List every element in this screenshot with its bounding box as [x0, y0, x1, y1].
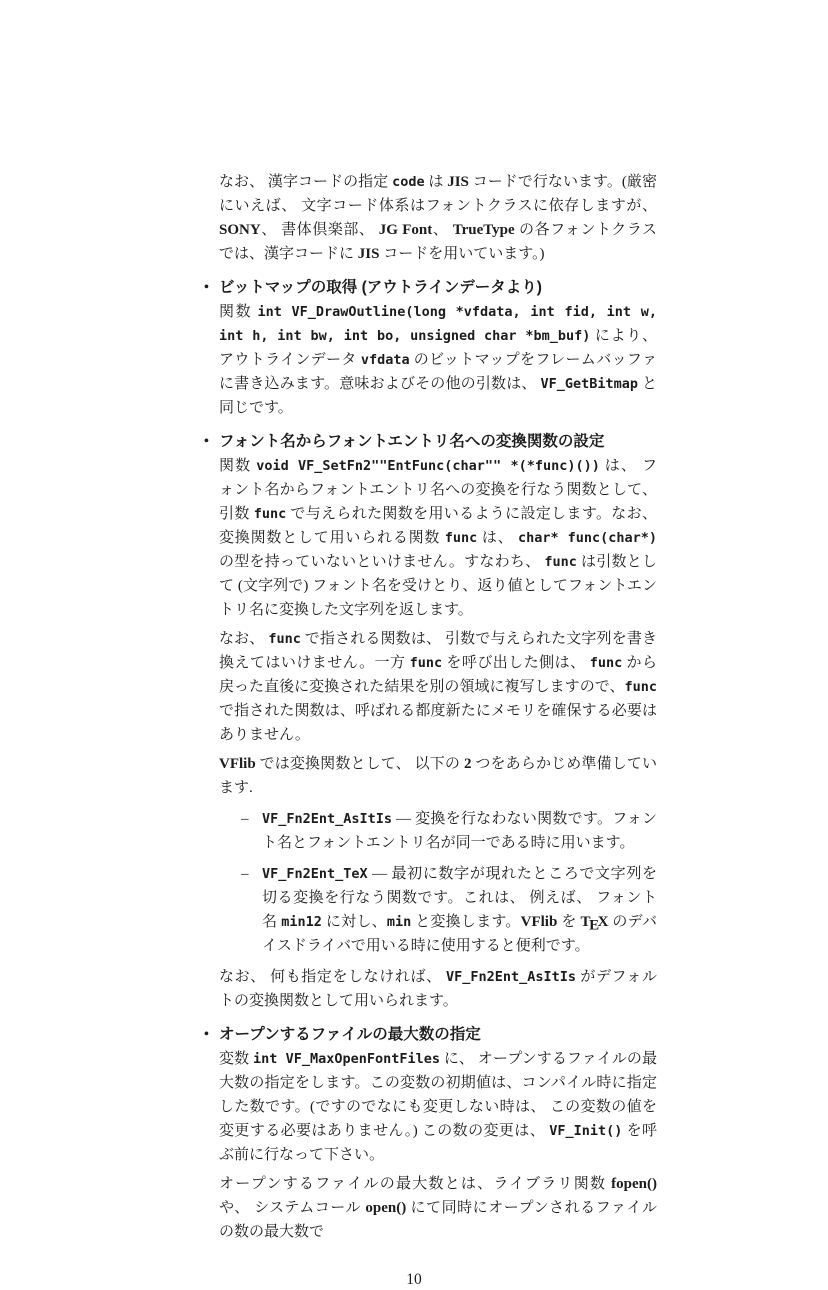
- bullet-icon: •: [204, 434, 209, 449]
- list-item-text: VF_Fn2Ent_TeX — 最初に数字が現れたところで文字列を切る変換を行なう関数です。これは、 例えば、 フォント名 min12 に対し、min と変換します。VFlib を TEX のデバイスドライバで用いる時に使用すると便利です。: [262, 866, 657, 954]
- section-fontname-convert: [204, 430, 657, 1013]
- intro-paragraph: なお、 漢字コードの指定 code は JIS コードで行ないます。(厳密にいえば、 文字コード体系はフォントクラスに依存しますが、SONY、 書体倶楽部、 JG Font、 TrueType の各フォントクラスでは、漢字コードに JIS コードを用いています。): [219, 174, 657, 262]
- list-item-text: VF_Fn2Ent_AsItIs — 変換を行なわない関数です。フォント名とフォントエントリ名が同一である時に用います。: [262, 811, 657, 851]
- section-paragraph: なお、 何も指定をしなければ、 VF_Fn2Ent_AsItIs がデフォルトの変換関数として用いられます。: [219, 969, 657, 1009]
- list-item: [241, 807, 657, 855]
- bullet-icon: •: [204, 280, 209, 295]
- section-title: オープンするファイルの最大数の指定: [219, 1026, 481, 1043]
- section-title: ビットマップの取得 (アウトラインデータより): [219, 279, 542, 296]
- section-paragraph: オープンするファイルの最大数とは、ライブラリ関数 fopen() や、 システムコール open() にて同時にオープンされるファイルの数の最大数で: [219, 1176, 657, 1240]
- list-item: [241, 862, 657, 958]
- section-max-open-files: [204, 1023, 657, 1244]
- page-number: 10: [406, 1271, 422, 1288]
- section-paragraph: なお、 func で指される関数は、 引数で与えられた文字列を書き換えてはいけません。一方 func を呼び出した側は、 func から戻った直後に変換された結果を別の領域に複写しますので、func で指された関数は、呼ばれる都度新たにメモリを確保する必要はありません。: [219, 631, 657, 743]
- section-title: フォント名からフォントエントリ名への変換関数の設定: [219, 433, 605, 450]
- page-content: [204, 170, 657, 1290]
- section-paragraph: 変数 int VF_MaxOpenFontFiles に、 オープンするファイルの最大数の指定をします。この変数の初期値は、コンパイル時に指定した数です。(ですのでなにも変更しない時は、 この変数の値を変更する必要はありません。) この数の変更は、 VF_Init() を呼ぶ前に行なって下さい。: [219, 1051, 657, 1163]
- section-paragraph: VFlib では変換関数として、 以下の 2 つをあらかじめ準備しています.: [219, 756, 657, 796]
- tex-logo: TEX: [580, 914, 609, 934]
- section-paragraph: 関数 int VF_DrawOutline(long *vfdata, int fid, int w, int h, int bw, int bo, unsigned char *bm_buf) により、 アウトラインデータ vfdata のビットマップをフレームバッファに書き込みます。意味およびその他の引数は、 VF_GetBitmap と同じです。: [219, 304, 657, 416]
- dash-icon: –: [241, 866, 249, 882]
- dash-icon: –: [241, 811, 249, 827]
- function-list: [219, 807, 657, 958]
- section-heading: [204, 1023, 657, 1047]
- section-heading: [204, 430, 657, 454]
- bullet-icon: •: [204, 1027, 209, 1042]
- section-heading: [204, 276, 657, 300]
- section-paragraph: 関数 void VF_SetFn2""EntFunc(char"" *(*func)()) は、 フォント名からフォントエントリ名への変換を行なう関数として、引数 func で与えられた関数を用いるように設定します。なお、 変換関数として用いられる関数 func は、 char* func(char*) の型を持っていないといけません。すなわち、 func は引数として (文字列で) フォント名を受けとり、返り値としてフォントエントリ名に変換した文字列を返します。: [219, 458, 657, 618]
- section-bitmap-outline: [204, 276, 657, 420]
